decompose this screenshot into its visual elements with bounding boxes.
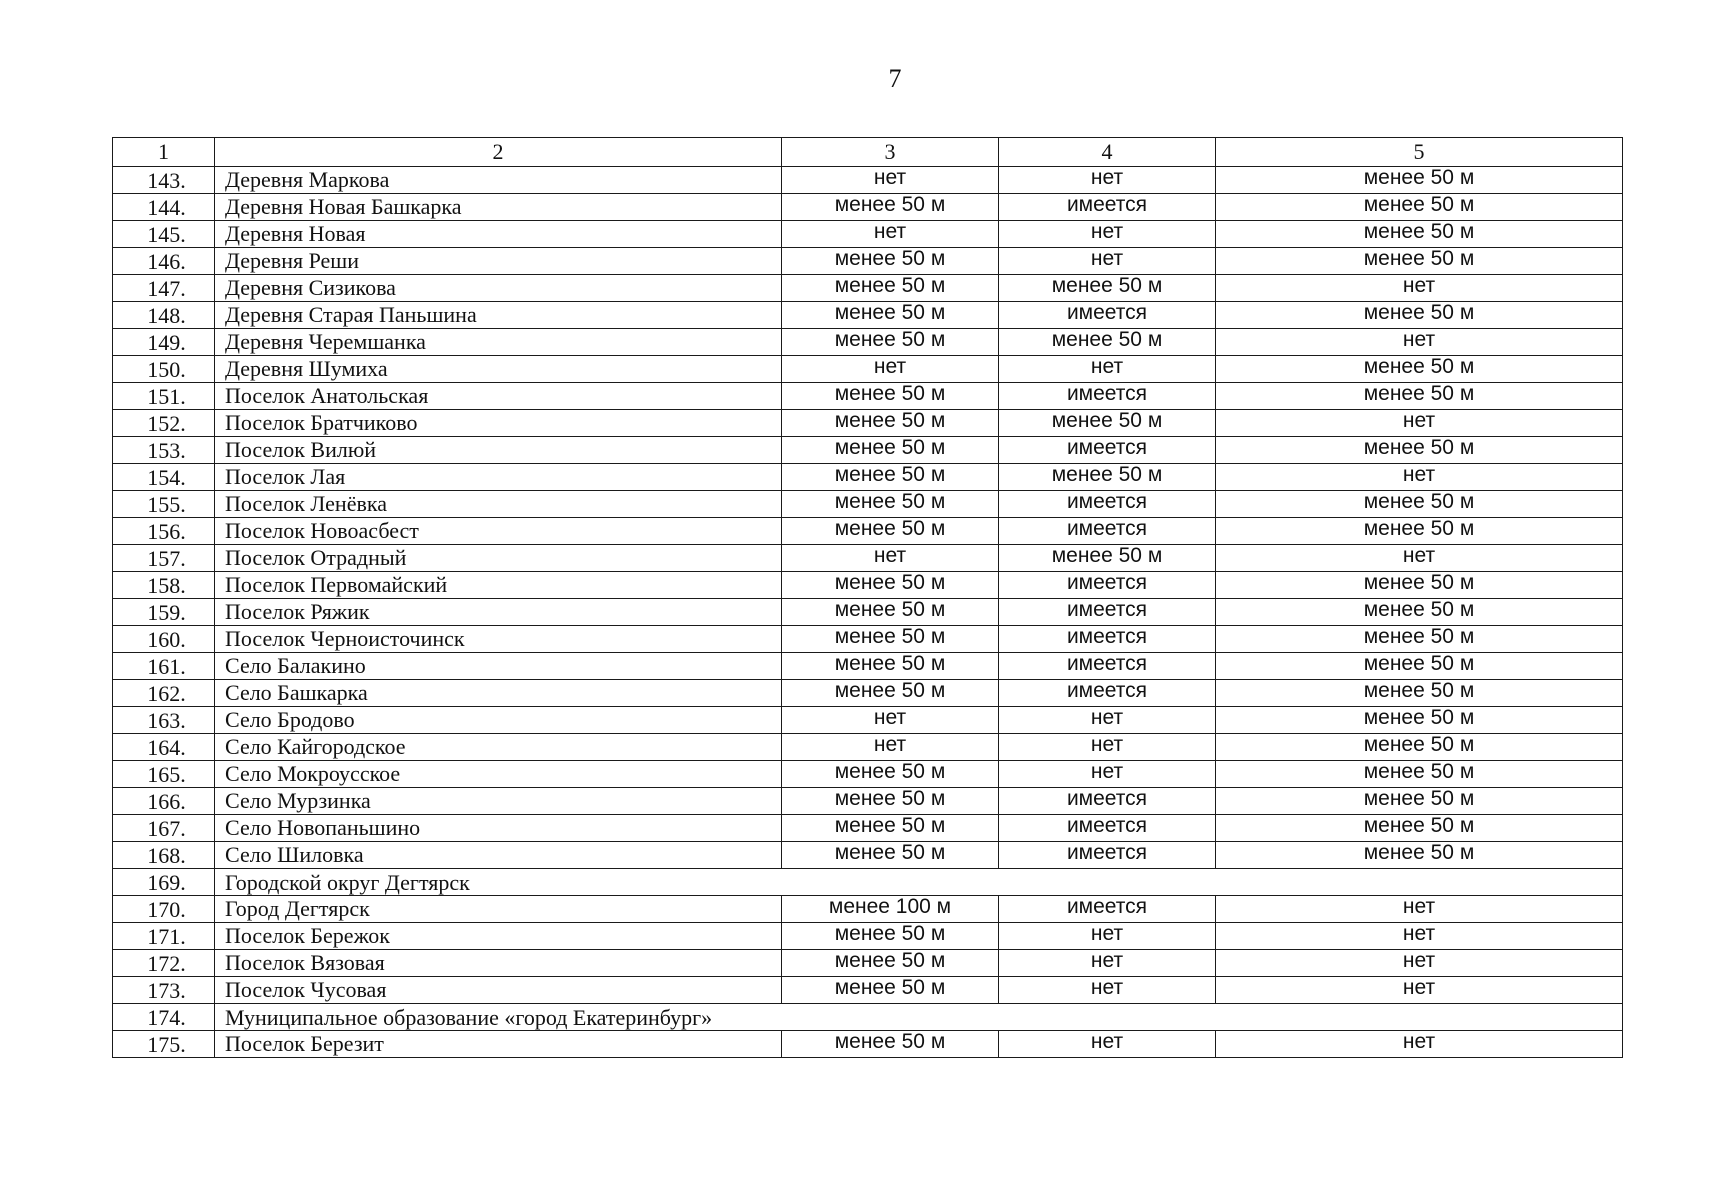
table-row	[113, 977, 1623, 1004]
row-number: 172.	[113, 950, 215, 977]
settlement-name: Поселок Анатольская	[215, 383, 782, 410]
settlement-name: Поселок Вилюй	[215, 437, 782, 464]
row-number: 145.	[113, 221, 215, 248]
cell-c5: менее 50 м	[1216, 491, 1623, 518]
cell-c5: менее 50 м	[1216, 248, 1623, 275]
table-row	[113, 572, 1623, 599]
row-number: 168.	[113, 842, 215, 869]
table-body	[113, 167, 1623, 1058]
row-number: 163.	[113, 707, 215, 734]
cell-c3: менее 50 м	[782, 923, 999, 950]
table-row	[113, 410, 1623, 437]
page-number: 7	[888, 64, 902, 93]
cell-c5: менее 50 м	[1216, 437, 1623, 464]
row-number: 160.	[113, 626, 215, 653]
cell-c4: имеется	[999, 815, 1216, 842]
cell-c4: имеется	[999, 599, 1216, 626]
header-col-1: 1	[113, 138, 215, 167]
cell-c4: имеется	[999, 194, 1216, 221]
cell-c5: менее 50 м	[1216, 383, 1623, 410]
cell-c3: менее 50 м	[782, 383, 999, 410]
table-row	[113, 383, 1623, 410]
settlement-name: Деревня Новая Башкарка	[215, 194, 782, 221]
cell-c5: нет	[1216, 977, 1623, 1004]
row-number: 167.	[113, 815, 215, 842]
table-header-row	[113, 138, 1623, 167]
cell-c5: менее 50 м	[1216, 707, 1623, 734]
cell-c3: менее 50 м	[782, 626, 999, 653]
header-col-3: 3	[782, 138, 999, 167]
table-row	[113, 1031, 1623, 1058]
settlement-name: Село Новопаньшино	[215, 815, 782, 842]
table-row	[113, 653, 1623, 680]
cell-c3: нет	[782, 734, 999, 761]
settlements-table-container	[112, 137, 1622, 1058]
table-row	[113, 437, 1623, 464]
cell-c5: менее 50 м	[1216, 815, 1623, 842]
cell-c3: менее 50 м	[782, 599, 999, 626]
cell-c4: нет	[999, 707, 1216, 734]
cell-c5: менее 50 м	[1216, 572, 1623, 599]
cell-c5: менее 50 м	[1216, 167, 1623, 194]
cell-c3: менее 100 м	[782, 896, 999, 923]
table-section-row	[113, 869, 1623, 896]
cell-c4: имеется	[999, 302, 1216, 329]
settlement-name: Поселок Вязовая	[215, 950, 782, 977]
table-row	[113, 707, 1623, 734]
row-number: 170.	[113, 896, 215, 923]
table-row	[113, 167, 1623, 194]
cell-c3: менее 50 м	[782, 653, 999, 680]
row-number: 153.	[113, 437, 215, 464]
settlement-name: Поселок Лая	[215, 464, 782, 491]
cell-c5: нет	[1216, 464, 1623, 491]
cell-c5: менее 50 м	[1216, 518, 1623, 545]
cell-c4: имеется	[999, 653, 1216, 680]
settlement-name: Поселок Отрадный	[215, 545, 782, 572]
cell-c3: менее 50 м	[782, 977, 999, 1004]
row-number: 166.	[113, 788, 215, 815]
table-row	[113, 815, 1623, 842]
cell-c5: менее 50 м	[1216, 734, 1623, 761]
cell-c3: менее 50 м	[782, 518, 999, 545]
cell-c5: нет	[1216, 410, 1623, 437]
settlement-name: Село Башкарка	[215, 680, 782, 707]
cell-c4: нет	[999, 1031, 1216, 1058]
cell-c3: менее 50 м	[782, 302, 999, 329]
table-row	[113, 950, 1623, 977]
row-number: 164.	[113, 734, 215, 761]
cell-c3: менее 50 м	[782, 842, 999, 869]
table-row	[113, 734, 1623, 761]
section-name: Муниципальное образование «город Екатеринбург»	[215, 1004, 1623, 1031]
settlement-name: Село Балакино	[215, 653, 782, 680]
table-row	[113, 896, 1623, 923]
cell-c4: нет	[999, 221, 1216, 248]
cell-c5: нет	[1216, 923, 1623, 950]
row-number: 169.	[113, 869, 215, 896]
cell-c5: менее 50 м	[1216, 599, 1623, 626]
cell-c4: имеется	[999, 437, 1216, 464]
cell-c4: нет	[999, 167, 1216, 194]
table-row	[113, 491, 1623, 518]
settlement-name: Поселок Березит	[215, 1031, 782, 1058]
cell-c4: нет	[999, 950, 1216, 977]
table-row	[113, 788, 1623, 815]
cell-c5: менее 50 м	[1216, 626, 1623, 653]
cell-c3: менее 50 м	[782, 437, 999, 464]
cell-c5: нет	[1216, 329, 1623, 356]
header-col-4: 4	[999, 138, 1216, 167]
row-number: 147.	[113, 275, 215, 302]
cell-c4: имеется	[999, 518, 1216, 545]
settlement-name: Село Мурзинка	[215, 788, 782, 815]
row-number: 148.	[113, 302, 215, 329]
settlement-name: Поселок Бережок	[215, 923, 782, 950]
table-row	[113, 626, 1623, 653]
settlement-name: Деревня Шумиха	[215, 356, 782, 383]
table-row	[113, 248, 1623, 275]
settlement-name: Поселок Ряжик	[215, 599, 782, 626]
settlement-name: Поселок Братчиково	[215, 410, 782, 437]
row-number: 173.	[113, 977, 215, 1004]
settlement-name: Деревня Черемшанка	[215, 329, 782, 356]
cell-c3: нет	[782, 221, 999, 248]
cell-c3: менее 50 м	[782, 410, 999, 437]
cell-c4: нет	[999, 977, 1216, 1004]
row-number: 174.	[113, 1004, 215, 1031]
cell-c5: менее 50 м	[1216, 302, 1623, 329]
cell-c4: менее 50 м	[999, 464, 1216, 491]
row-number: 143.	[113, 167, 215, 194]
row-number: 162.	[113, 680, 215, 707]
cell-c4: имеется	[999, 896, 1216, 923]
cell-c4: нет	[999, 734, 1216, 761]
cell-c4: менее 50 м	[999, 275, 1216, 302]
cell-c5: нет	[1216, 275, 1623, 302]
cell-c3: нет	[782, 707, 999, 734]
row-number: 165.	[113, 761, 215, 788]
cell-c5: нет	[1216, 1031, 1623, 1058]
table-row	[113, 464, 1623, 491]
row-number: 152.	[113, 410, 215, 437]
cell-c5: менее 50 м	[1216, 761, 1623, 788]
table-section-row	[113, 1004, 1623, 1031]
table-row	[113, 302, 1623, 329]
cell-c4: менее 50 м	[999, 545, 1216, 572]
cell-c5: нет	[1216, 896, 1623, 923]
settlements-table	[112, 137, 1623, 1058]
cell-c3: менее 50 м	[782, 680, 999, 707]
cell-c4: менее 50 м	[999, 410, 1216, 437]
settlement-name: Село Мокроусское	[215, 761, 782, 788]
cell-c4: имеется	[999, 626, 1216, 653]
cell-c4: нет	[999, 356, 1216, 383]
row-number: 144.	[113, 194, 215, 221]
cell-c3: менее 50 м	[782, 275, 999, 302]
cell-c3: менее 50 м	[782, 1031, 999, 1058]
row-number: 149.	[113, 329, 215, 356]
cell-c5: менее 50 м	[1216, 653, 1623, 680]
settlement-name: Поселок Чусовая	[215, 977, 782, 1004]
cell-c4: имеется	[999, 842, 1216, 869]
cell-c4: менее 50 м	[999, 329, 1216, 356]
cell-c4: нет	[999, 923, 1216, 950]
settlement-name: Село Кайгородское	[215, 734, 782, 761]
cell-c5: менее 50 м	[1216, 194, 1623, 221]
row-number: 156.	[113, 518, 215, 545]
table-row	[113, 599, 1623, 626]
header-col-2: 2	[215, 138, 782, 167]
settlement-name: Деревня Новая	[215, 221, 782, 248]
row-number: 155.	[113, 491, 215, 518]
settlement-name: Село Бродово	[215, 707, 782, 734]
cell-c3: менее 50 м	[782, 248, 999, 275]
settlement-name: Город Дегтярск	[215, 896, 782, 923]
cell-c5: менее 50 м	[1216, 680, 1623, 707]
row-number: 150.	[113, 356, 215, 383]
settlement-name: Поселок Первомайский	[215, 572, 782, 599]
row-number: 151.	[113, 383, 215, 410]
cell-c3: нет	[782, 167, 999, 194]
row-number: 171.	[113, 923, 215, 950]
cell-c4: имеется	[999, 680, 1216, 707]
table-row	[113, 761, 1623, 788]
row-number: 157.	[113, 545, 215, 572]
cell-c4: имеется	[999, 491, 1216, 518]
settlement-name: Поселок Ленёвка	[215, 491, 782, 518]
table-row	[113, 923, 1623, 950]
table-row	[113, 194, 1623, 221]
cell-c3: нет	[782, 356, 999, 383]
cell-c3: менее 50 м	[782, 464, 999, 491]
table-row	[113, 842, 1623, 869]
cell-c4: нет	[999, 761, 1216, 788]
row-number: 158.	[113, 572, 215, 599]
table-row	[113, 356, 1623, 383]
cell-c5: нет	[1216, 545, 1623, 572]
cell-c3: менее 50 м	[782, 950, 999, 977]
cell-c4: имеется	[999, 788, 1216, 815]
settlement-name: Деревня Реши	[215, 248, 782, 275]
row-number: 161.	[113, 653, 215, 680]
settlement-name: Деревня Старая Паньшина	[215, 302, 782, 329]
table-row	[113, 545, 1623, 572]
table-row	[113, 518, 1623, 545]
table-row	[113, 680, 1623, 707]
cell-c4: имеется	[999, 572, 1216, 599]
settlement-name: Поселок Черноисточинск	[215, 626, 782, 653]
cell-c3: менее 50 м	[782, 761, 999, 788]
section-name: Городской округ Дегтярск	[215, 869, 1623, 896]
table-row	[113, 329, 1623, 356]
settlement-name: Деревня Сизикова	[215, 275, 782, 302]
settlement-name: Село Шиловка	[215, 842, 782, 869]
cell-c3: менее 50 м	[782, 815, 999, 842]
cell-c5: менее 50 м	[1216, 788, 1623, 815]
cell-c3: менее 50 м	[782, 194, 999, 221]
table-row	[113, 221, 1623, 248]
row-number: 159.	[113, 599, 215, 626]
cell-c4: имеется	[999, 383, 1216, 410]
cell-c3: нет	[782, 545, 999, 572]
cell-c5: менее 50 м	[1216, 356, 1623, 383]
settlement-name: Поселок Новоасбест	[215, 518, 782, 545]
settlement-name: Деревня Маркова	[215, 167, 782, 194]
row-number: 154.	[113, 464, 215, 491]
header-col-5: 5	[1216, 138, 1623, 167]
row-number: 146.	[113, 248, 215, 275]
cell-c3: менее 50 м	[782, 491, 999, 518]
cell-c3: менее 50 м	[782, 788, 999, 815]
cell-c4: нет	[999, 248, 1216, 275]
row-number: 175.	[113, 1031, 215, 1058]
cell-c5: менее 50 м	[1216, 221, 1623, 248]
cell-c5: нет	[1216, 950, 1623, 977]
table-row	[113, 275, 1623, 302]
cell-c5: менее 50 м	[1216, 842, 1623, 869]
cell-c3: менее 50 м	[782, 572, 999, 599]
cell-c3: менее 50 м	[782, 329, 999, 356]
